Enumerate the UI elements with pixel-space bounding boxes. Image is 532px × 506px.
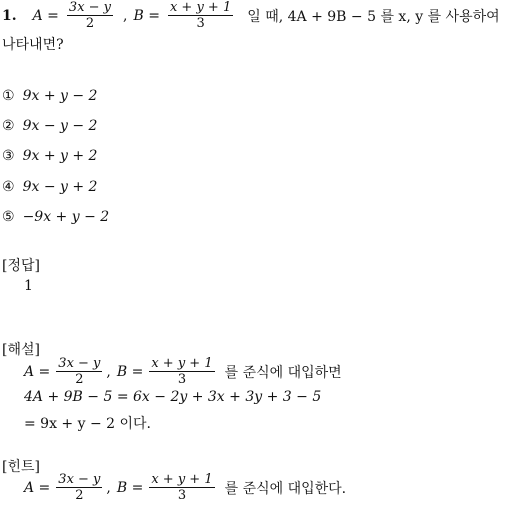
explanation-line-3: = 9x + y − 2 이다. bbox=[24, 416, 152, 432]
hint-b-label: B = bbox=[116, 479, 144, 496]
hint-a-label: A = bbox=[24, 479, 51, 496]
option-expression: 9x − y + 2 bbox=[22, 179, 98, 195]
option-marker: ③ bbox=[2, 148, 15, 164]
hint-line-1 bbox=[24, 472, 346, 503]
fraction-denominator: 3 bbox=[177, 372, 187, 387]
question-prompt-tail: 일 때, 4A + 9B − 5 를 x, y 를 사용하여 bbox=[247, 8, 500, 25]
fraction-denominator: 3 bbox=[177, 488, 187, 503]
explanation-line-1 bbox=[24, 356, 342, 387]
fraction-denominator: 2 bbox=[75, 372, 84, 387]
fraction-numerator: 3x − y bbox=[58, 472, 101, 487]
option-marker: ④ bbox=[2, 179, 15, 195]
question-b-label: B = bbox=[133, 7, 160, 24]
hint-b-fraction bbox=[149, 472, 214, 503]
option-marker: ② bbox=[2, 118, 15, 134]
fraction-numerator: 3x − y bbox=[68, 0, 112, 15]
fraction-numerator: x + y + 1 bbox=[151, 472, 213, 487]
question-line-1 bbox=[2, 0, 500, 31]
question-number: 1. bbox=[2, 7, 17, 24]
explanation-b-fraction bbox=[149, 356, 214, 387]
hint-label: [힌트] bbox=[2, 459, 40, 475]
option-5[interactable] bbox=[2, 209, 109, 225]
question-separator: , bbox=[123, 7, 128, 24]
fraction-denominator: 2 bbox=[85, 16, 95, 31]
fraction-numerator: 3x − y bbox=[58, 356, 101, 371]
explanation-b-label: B = bbox=[116, 363, 144, 380]
question-a-fraction bbox=[67, 0, 113, 31]
option-expression: 9x + y − 2 bbox=[22, 88, 98, 104]
question-line-2: 나타내면? bbox=[2, 37, 64, 53]
fraction-numerator: x + y + 1 bbox=[151, 356, 213, 371]
answer-value: 1 bbox=[24, 278, 33, 294]
explanation-line-2: 4A + 9B − 5 = 6x − 2y + 3x + 3y + 3 − 5 bbox=[24, 389, 322, 405]
question-a-label: A = bbox=[32, 7, 59, 24]
option-expression: 9x + y + 2 bbox=[22, 148, 98, 164]
question-b-fraction bbox=[168, 0, 233, 31]
option-4[interactable] bbox=[2, 179, 97, 195]
fraction-denominator: 3 bbox=[196, 16, 205, 31]
option-3[interactable] bbox=[2, 148, 97, 164]
option-1[interactable] bbox=[2, 88, 97, 104]
explanation-a-fraction bbox=[56, 356, 102, 387]
fraction-denominator: 2 bbox=[75, 488, 84, 503]
fraction-numerator: x + y + 1 bbox=[169, 0, 232, 15]
answer-label: [정답] bbox=[2, 258, 40, 274]
explanation-comma: , bbox=[106, 363, 111, 380]
option-expression: 9x − y − 2 bbox=[22, 118, 98, 134]
option-marker: ⑤ bbox=[2, 209, 15, 225]
option-expression: −9x + y − 2 bbox=[22, 209, 110, 225]
explanation-label: [해설] bbox=[2, 342, 40, 358]
explanation-tail: 를 준식에 대입하면 bbox=[224, 364, 342, 381]
explanation-a-label: A = bbox=[24, 363, 51, 380]
option-marker: ① bbox=[2, 88, 15, 104]
hint-comma: , bbox=[106, 479, 111, 496]
option-2[interactable] bbox=[2, 118, 97, 134]
hint-a-fraction bbox=[56, 472, 102, 503]
hint-tail: 를 준식에 대입한다. bbox=[224, 480, 347, 497]
